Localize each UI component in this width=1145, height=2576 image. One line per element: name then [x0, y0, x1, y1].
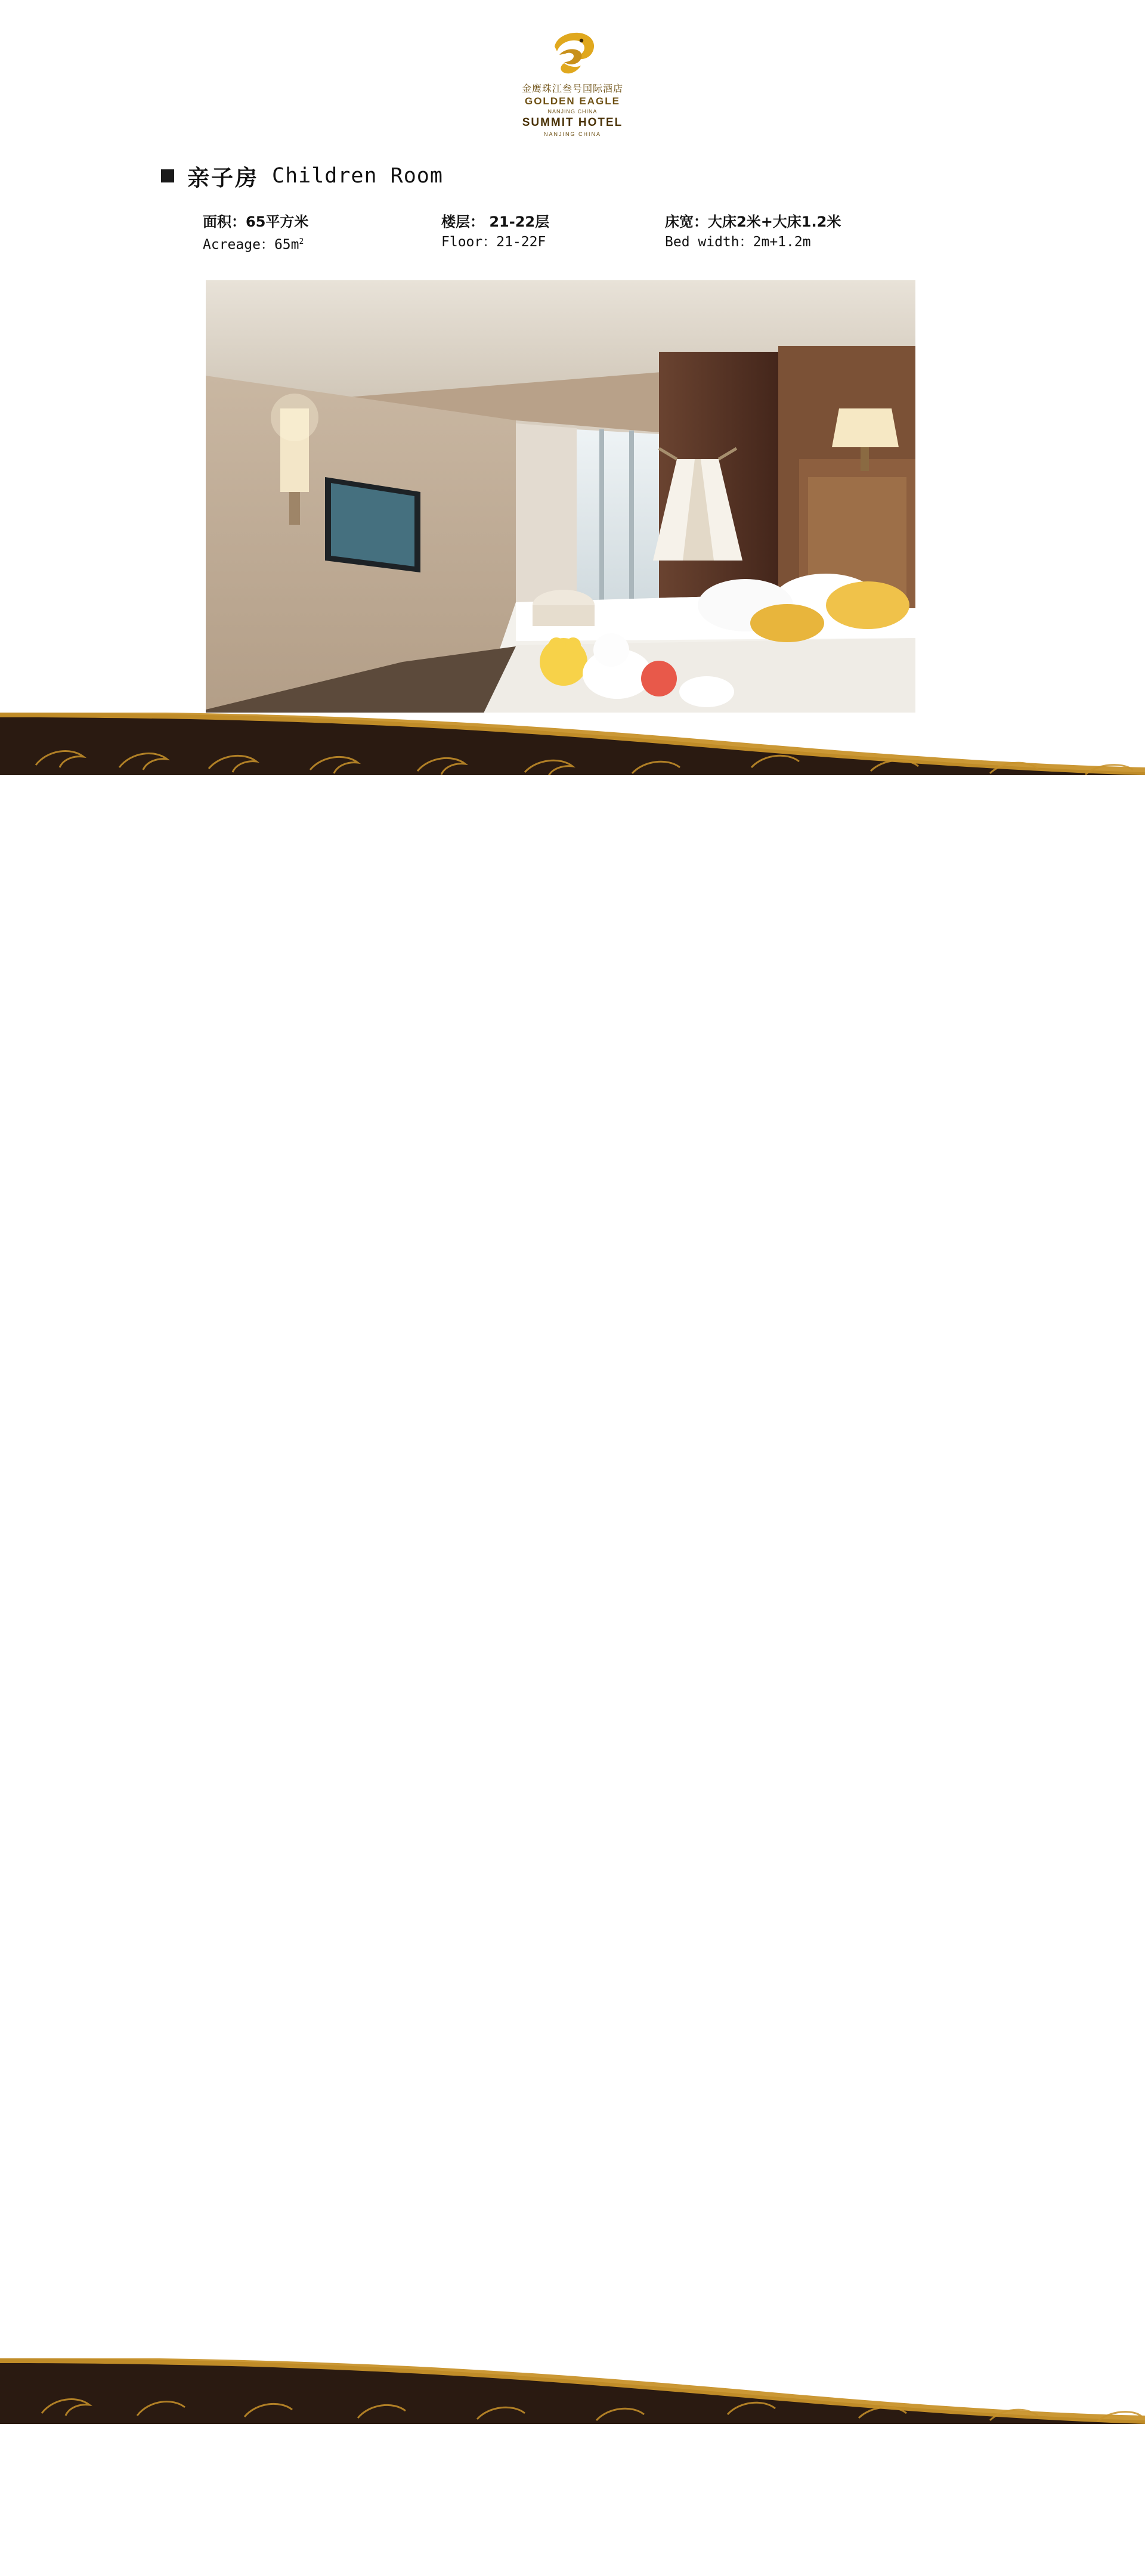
- children-room-photo: [206, 280, 915, 757]
- section-floorplan: [0, 1610, 1145, 2343]
- spec-floor-en-value: 21-22F: [496, 234, 546, 250]
- logo-city-top: NANJING CHINA: [547, 109, 598, 114]
- square-bullet-icon: [161, 169, 174, 182]
- logo-chinese-name: 金鹰珠江叁号国际酒店: [521, 84, 623, 94]
- spec-bedwidth-cn: 床宽：大床2米+大床1.2米: [665, 213, 841, 230]
- room-title: [161, 160, 443, 192]
- spec-floor-en-label: Floor：: [441, 234, 497, 250]
- logo-english-name: GOLDEN EAGLE: [524, 95, 620, 107]
- spec-acreage-en: [203, 232, 441, 255]
- spec-acreage-en-value: 65m: [274, 237, 299, 253]
- spec-bedwidth-en: [665, 232, 963, 255]
- spec-floor-cn: 楼层： 21-22层: [441, 213, 550, 230]
- hotel-logo: [0, 29, 1145, 138]
- spec-floor-en: [441, 232, 665, 255]
- room-specs-chinese-row: [203, 212, 978, 232]
- spec-acreage-cn: 面积：65平方米: [203, 213, 309, 230]
- decorative-band-middle: [0, 2358, 1145, 2424]
- spec-bedwidth-en-value: 2m+1.2m: [753, 234, 811, 250]
- spec-acreage-en-label: Acreage：: [203, 237, 274, 253]
- spec-bedwidth-en-label: Bed width：: [665, 234, 753, 250]
- room-title-english: Children Room: [272, 164, 443, 188]
- section-children-room: [0, 0, 1145, 775]
- golden-eagle-icon: [544, 29, 601, 80]
- logo-summit-hotel: SUMMIT HOTEL: [522, 116, 623, 129]
- decorative-band-top: [0, 713, 1145, 775]
- room-specs: [203, 212, 978, 255]
- band-pattern-icon: [0, 713, 1145, 775]
- logo-city-bottom: NANJING CHINA: [543, 131, 601, 137]
- room-specs-english-row: [203, 232, 978, 255]
- section-conference-intro: [0, 775, 1145, 1610]
- room-title-chinese: 亲子房: [187, 165, 259, 191]
- band-pattern-icon-2: [0, 2358, 1145, 2424]
- spec-acreage-superscript: 2: [299, 237, 304, 246]
- children-room-illustration: [206, 280, 915, 757]
